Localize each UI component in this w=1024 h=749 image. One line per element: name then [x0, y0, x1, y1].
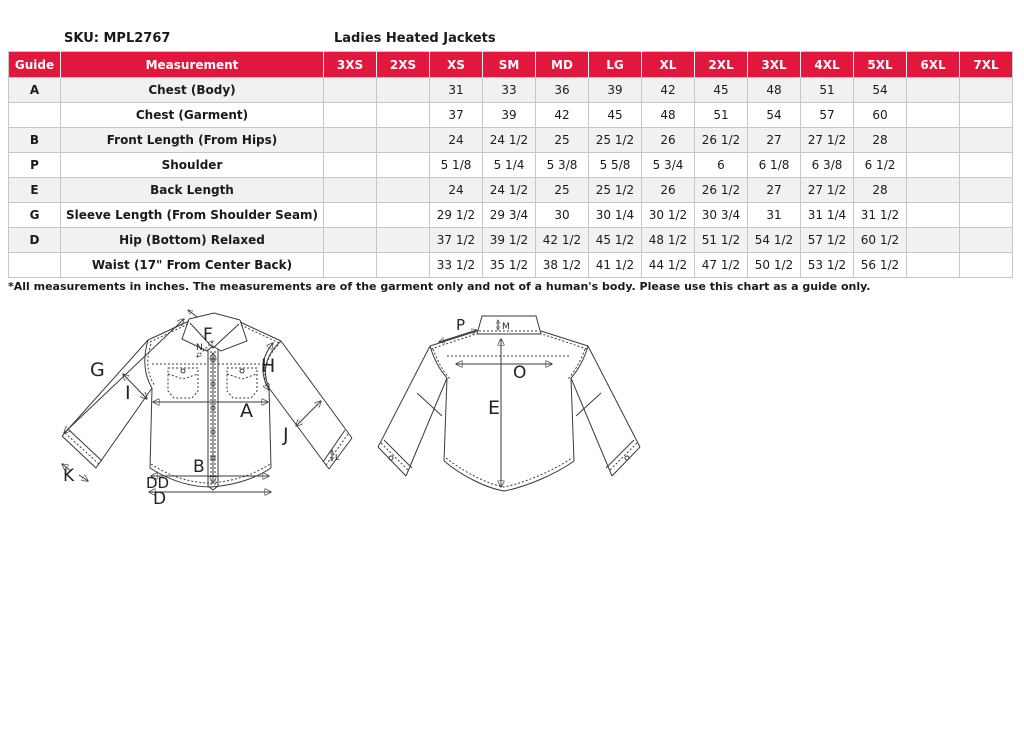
value-cell	[907, 203, 960, 228]
column-header-2xs: 2XS	[377, 52, 430, 78]
value-cell: 45	[695, 78, 748, 103]
value-cell	[960, 78, 1013, 103]
header-row	[9, 52, 1013, 78]
guide-cell: B	[9, 128, 61, 153]
value-cell: 29 3/4	[483, 203, 536, 228]
value-cell: 48 1/2	[642, 228, 695, 253]
column-header-guide: Guide	[9, 52, 61, 78]
column-header-md: MD	[536, 52, 589, 78]
diagram-label-e: E	[488, 397, 501, 419]
value-cell	[324, 128, 377, 153]
measurement-cell: Hip (Bottom) Relaxed	[61, 228, 324, 253]
value-cell: 24 1/2	[483, 128, 536, 153]
value-cell: 5 3/8	[536, 153, 589, 178]
diagram-label-n: N	[196, 343, 203, 353]
value-cell: 33 1/2	[430, 253, 483, 278]
guide-cell: G	[9, 203, 61, 228]
value-cell	[960, 178, 1013, 203]
value-cell	[907, 228, 960, 253]
value-cell: 42 1/2	[536, 228, 589, 253]
diagram-label-dd: DD	[146, 474, 170, 492]
value-cell	[907, 153, 960, 178]
value-cell	[377, 203, 430, 228]
table-row	[9, 253, 1013, 278]
value-cell	[377, 78, 430, 103]
value-cell: 57 1/2	[801, 228, 854, 253]
value-cell: 50 1/2	[748, 253, 801, 278]
column-header-7xl: 7XL	[960, 52, 1013, 78]
column-header-3xl: 3XL	[748, 52, 801, 78]
value-cell: 31	[430, 78, 483, 103]
value-cell	[907, 128, 960, 153]
value-cell	[324, 103, 377, 128]
guide-cell	[9, 253, 61, 278]
value-cell: 27	[748, 128, 801, 153]
value-cell: 47 1/2	[695, 253, 748, 278]
value-cell	[324, 228, 377, 253]
value-cell	[907, 103, 960, 128]
value-cell	[377, 253, 430, 278]
value-cell: 39	[483, 103, 536, 128]
value-cell: 27 1/2	[801, 128, 854, 153]
value-cell: 25 1/2	[589, 128, 642, 153]
diagram-label-o: O	[513, 363, 527, 383]
diagram-label-m: M	[502, 322, 510, 332]
table-row	[9, 178, 1013, 203]
value-cell	[324, 178, 377, 203]
value-cell: 6	[695, 153, 748, 178]
value-cell	[377, 153, 430, 178]
diagram-label-h: H	[261, 355, 276, 377]
value-cell	[377, 128, 430, 153]
diagram-label-b: B	[193, 457, 205, 477]
value-cell: 5 1/8	[430, 153, 483, 178]
value-cell: 39 1/2	[483, 228, 536, 253]
value-cell	[960, 103, 1013, 128]
value-cell: 29 1/2	[430, 203, 483, 228]
column-header-xs: XS	[430, 52, 483, 78]
value-cell: 26	[642, 128, 695, 153]
measurement-cell: Shoulder	[61, 153, 324, 178]
value-cell: 51	[695, 103, 748, 128]
value-cell	[907, 78, 960, 103]
column-header-xl: XL	[642, 52, 695, 78]
value-cell: 26	[642, 178, 695, 203]
garment-diagram	[0, 300, 1024, 550]
column-header-measurement: Measurement	[61, 52, 324, 78]
diagram-label-d: D	[153, 489, 167, 509]
value-cell: 38 1/2	[536, 253, 589, 278]
value-cell: 39	[589, 78, 642, 103]
value-cell: 30 1/2	[642, 203, 695, 228]
jacket-back-view	[378, 316, 640, 491]
value-cell: 6 3/8	[801, 153, 854, 178]
guide-cell: E	[9, 178, 61, 203]
guide-cell: A	[9, 78, 61, 103]
value-cell: 31 1/2	[854, 203, 907, 228]
column-header-lg: LG	[589, 52, 642, 78]
front-measurement-labels	[63, 325, 340, 509]
table-row	[9, 78, 1013, 103]
value-cell: 5 3/4	[642, 153, 695, 178]
value-cell: 54	[748, 103, 801, 128]
value-cell: 45	[589, 103, 642, 128]
diagram-label-k: K	[63, 466, 75, 486]
page-title: Ladies Heated Jackets	[334, 31, 496, 46]
column-header-5xl: 5XL	[854, 52, 907, 78]
column-header-sm: SM	[483, 52, 536, 78]
value-cell	[324, 203, 377, 228]
footnote: *All measurements in inches. The measurements are of the garment only and not of a human's body. Please use this chart as a guide only.	[8, 280, 871, 293]
value-cell: 31 1/4	[801, 203, 854, 228]
value-cell: 42	[642, 78, 695, 103]
value-cell: 51 1/2	[695, 228, 748, 253]
diagram-label-g: G	[90, 359, 105, 381]
value-cell	[377, 103, 430, 128]
value-cell	[960, 253, 1013, 278]
table-row	[9, 128, 1013, 153]
sku-label: SKU: MPL2767	[64, 31, 171, 46]
diagram-label-p: P	[456, 316, 466, 334]
value-cell: 45 1/2	[589, 228, 642, 253]
value-cell	[377, 228, 430, 253]
value-cell: 42	[536, 103, 589, 128]
value-cell: 24 1/2	[483, 178, 536, 203]
value-cell: 53 1/2	[801, 253, 854, 278]
value-cell	[324, 153, 377, 178]
measurement-cell: Front Length (From Hips)	[61, 128, 324, 153]
table-row	[9, 153, 1013, 178]
value-cell: 48	[748, 78, 801, 103]
table-row	[9, 203, 1013, 228]
value-cell: 30 3/4	[695, 203, 748, 228]
value-cell: 25 1/2	[589, 178, 642, 203]
value-cell: 44 1/2	[642, 253, 695, 278]
size-table	[8, 51, 1013, 278]
value-cell	[324, 78, 377, 103]
value-cell: 37	[430, 103, 483, 128]
guide-cell: D	[9, 228, 61, 253]
value-cell	[960, 153, 1013, 178]
value-cell: 35 1/2	[483, 253, 536, 278]
value-cell	[960, 228, 1013, 253]
value-cell: 30	[536, 203, 589, 228]
value-cell: 31	[748, 203, 801, 228]
diagram-label-l: L	[335, 453, 340, 462]
value-cell: 5 5/8	[589, 153, 642, 178]
value-cell: 27 1/2	[801, 178, 854, 203]
jacket-back-outline	[378, 316, 640, 491]
value-cell: 25	[536, 128, 589, 153]
diagram-label-a: A	[240, 400, 253, 422]
column-header-2xl: 2XL	[695, 52, 748, 78]
value-cell: 27	[748, 178, 801, 203]
value-cell: 41 1/2	[589, 253, 642, 278]
value-cell: 6 1/8	[748, 153, 801, 178]
value-cell: 28	[854, 178, 907, 203]
value-cell: 25	[536, 178, 589, 203]
jacket-front-view	[62, 310, 352, 509]
value-cell	[960, 203, 1013, 228]
measurement-cell: Sleeve Length (From Shoulder Seam)	[61, 203, 324, 228]
measurement-cell: Waist (17" From Center Back)	[61, 253, 324, 278]
value-cell: 26 1/2	[695, 178, 748, 203]
value-cell: 6 1/2	[854, 153, 907, 178]
column-header-6xl: 6XL	[907, 52, 960, 78]
value-cell: 5 1/4	[483, 153, 536, 178]
size-table-body	[9, 78, 1013, 278]
value-cell: 28	[854, 128, 907, 153]
table-row	[9, 228, 1013, 253]
value-cell: 30 1/4	[589, 203, 642, 228]
value-cell: 33	[483, 78, 536, 103]
value-cell: 51	[801, 78, 854, 103]
value-cell: 36	[536, 78, 589, 103]
value-cell	[907, 253, 960, 278]
column-header-3xs: 3XS	[324, 52, 377, 78]
diagram-label-f: F	[203, 325, 213, 345]
value-cell: 54	[854, 78, 907, 103]
value-cell	[324, 253, 377, 278]
value-cell: 37 1/2	[430, 228, 483, 253]
value-cell: 60 1/2	[854, 228, 907, 253]
value-cell: 54 1/2	[748, 228, 801, 253]
value-cell: 48	[642, 103, 695, 128]
column-header-4xl: 4XL	[801, 52, 854, 78]
guide-cell: P	[9, 153, 61, 178]
table-row	[9, 103, 1013, 128]
value-cell	[960, 128, 1013, 153]
value-cell: 56 1/2	[854, 253, 907, 278]
measurement-cell: Chest (Garment)	[61, 103, 324, 128]
measurement-cell: Chest (Body)	[61, 78, 324, 103]
measurement-cell: Back Length	[61, 178, 324, 203]
value-cell: 57	[801, 103, 854, 128]
guide-cell	[9, 103, 61, 128]
diagram-label-i: I	[125, 382, 131, 404]
value-cell	[377, 178, 430, 203]
size-table-header	[9, 52, 1013, 78]
value-cell: 24	[430, 128, 483, 153]
value-cell	[907, 178, 960, 203]
value-cell: 26 1/2	[695, 128, 748, 153]
value-cell: 60	[854, 103, 907, 128]
value-cell: 24	[430, 178, 483, 203]
diagram-label-j: J	[283, 424, 289, 446]
